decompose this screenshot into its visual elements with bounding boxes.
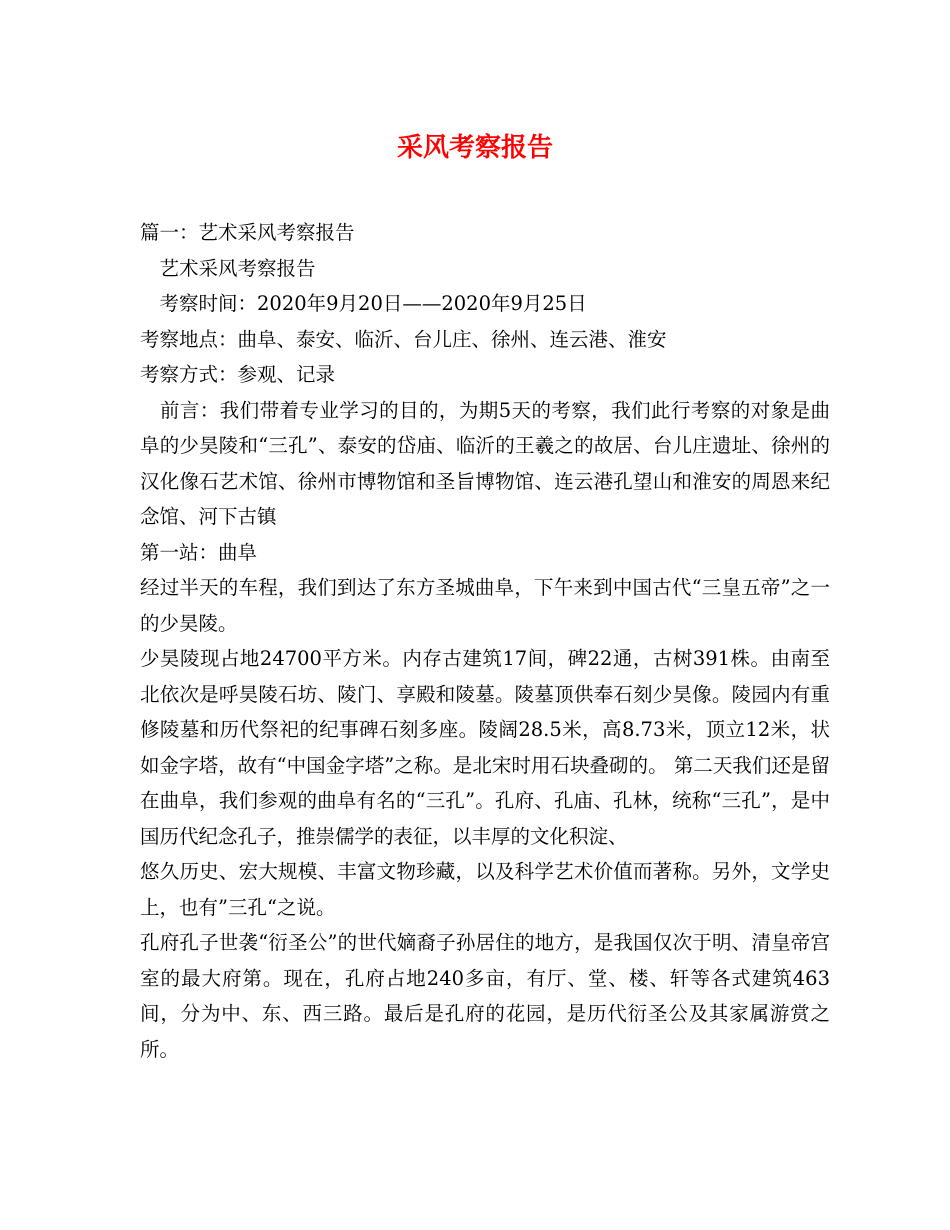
document-body <box>140 215 830 1067</box>
body-paragraph: 经过半天的车程，我们到达了东方圣城曲阜，下午来到中国古代“三皇五帝”之一的少昊陵。 <box>140 576 830 635</box>
body-paragraph: 少昊陵现占地24700平方米。内存古建筑17间，碑22通，古树391株。由南至北依次是呼昊陵石坊、陵门、享殿和陵墓。陵墓顶供奉石刻少昊像。陵园内有重修陵墓和历代祭祀的纪事碑石刻多座。陵阔28.5米，高8.73米，顶立12米，状如金字塔，故有“中国金字塔”之称。是北宋时用石块叠砌的。 第二天我们还是留在曲阜，我们参观的曲阜有名的“三孔”。孔府、孔庙、孔林，统称“三孔”，是中国历代纪念孔子，推崇儒学的表征，以丰厚的文化积淀、 <box>140 647 830 848</box>
body-paragraph: 孔府孔子世袭“衍圣公”的世代嫡裔子孙居住的地方，是我国仅次于明、清皇帝宫室的最大府第。现在，孔府占地240多亩，有厅、堂、楼、轩等各式建筑463间，分为中、东、西三路。最后是孔府的花园，是历代衍圣公及其家属游赏之所。 <box>140 931 830 1061</box>
survey-time: 考察时间：2020年9月20日——2020年9月25日 <box>140 292 587 315</box>
report-subtitle: 艺术采风考察报告 <box>140 256 316 280</box>
survey-method: 考察方式：参观、记录 <box>140 363 336 386</box>
section-heading: 篇一：艺术采风考察报告 <box>140 221 355 244</box>
body-paragraph: 悠久历史、宏大规模、丰富文物珍藏，以及科学艺术价值而著称。另外，文学史上，也有”三孔“之说。 <box>140 860 830 919</box>
first-stop-heading: 第一站：曲阜 <box>140 540 258 564</box>
document-title: 采风考察报告 <box>396 133 553 163</box>
survey-locations: 考察地点：曲阜、泰安、临沂、台儿庄、徐州、连云港、淮安 <box>140 327 667 351</box>
preface-paragraph: 前言：我们带着专业学习的目的，为期5天的考察，我们此行考察的对象是曲阜的少昊陵和“三孔”、泰安的岱庙、临沂的王羲之的故居、台儿庄遗址、徐州的汉化像石艺术馆、徐州市博物馆和圣旨博物馆、连云港孔望山和淮安的周恩来纪念馆、河下古镇 <box>140 398 830 528</box>
